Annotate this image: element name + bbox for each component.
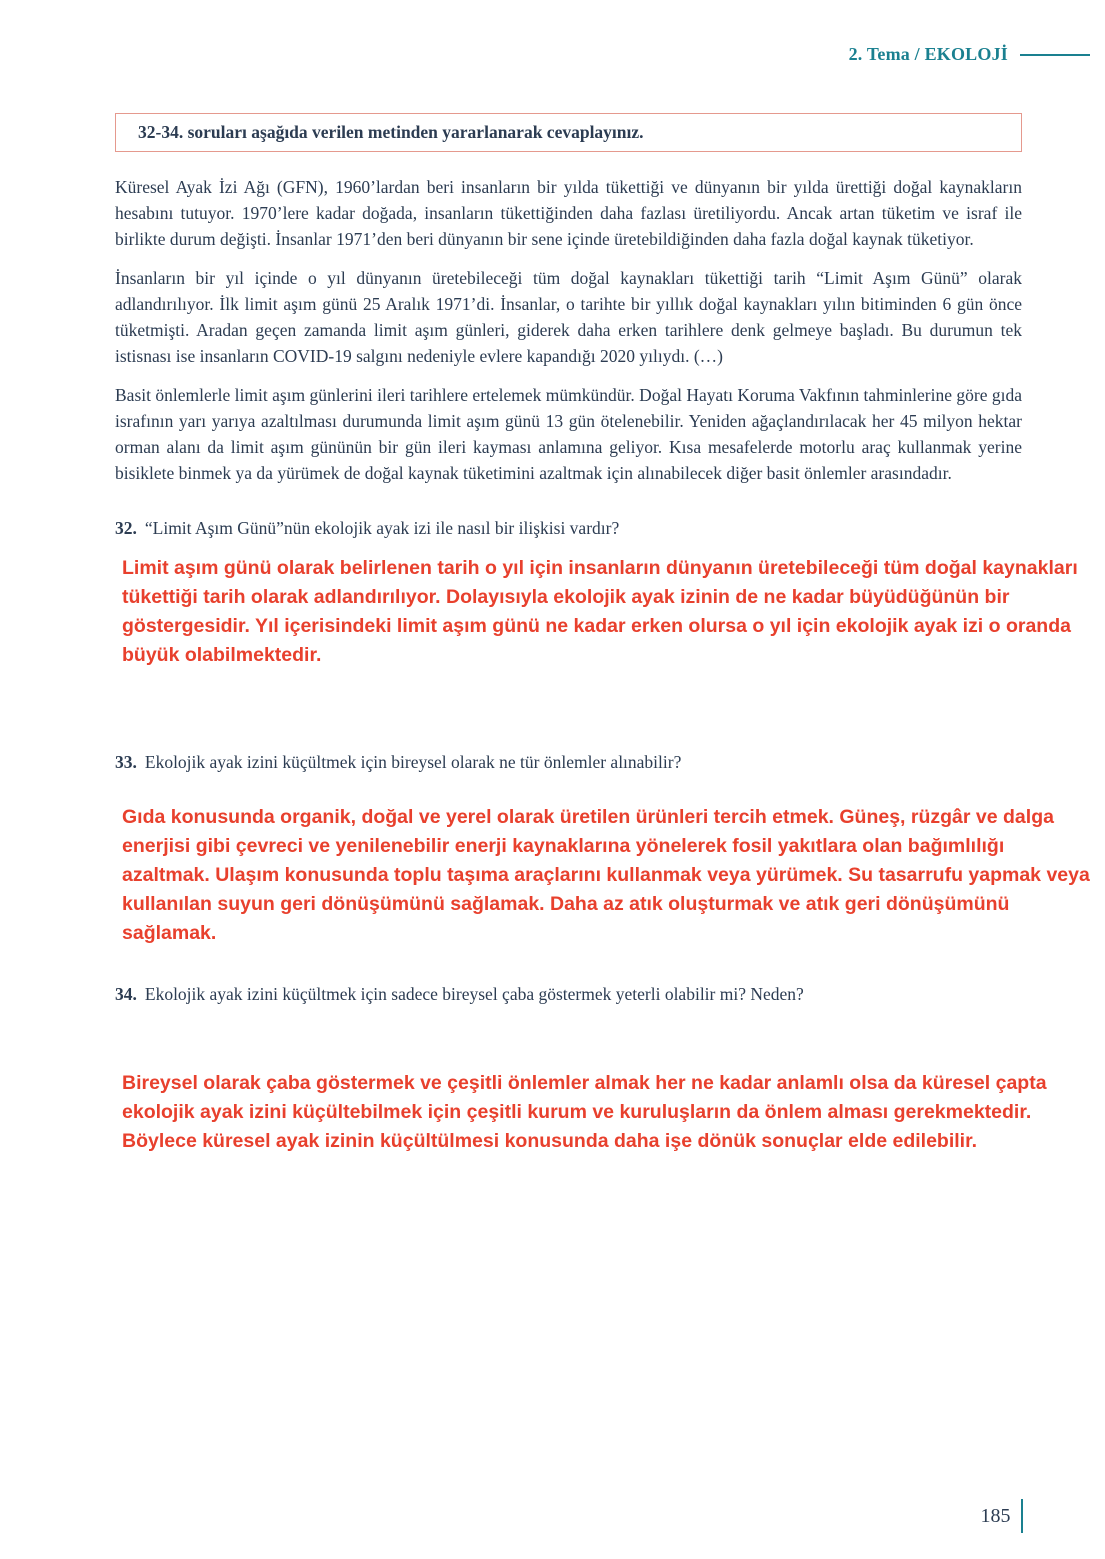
- question-32-number: 32.: [115, 518, 137, 538]
- passage-paragraph-3: Basit önlemlerle limit aşım günlerini ileri tarihlere ertelemek mümkündür. Doğal Hayatı Koruma Vakfının tahminlerine göre gıda israfının yarı yarıya azaltılması durumunda limit aşım günü 13 gün ötelenebilir. Yeniden ağaçlandırılacak her 45 milyon hektar orman alanı da limit aşım gününün bir gün ileri kayması anlamına geliyor. Kısa mesafelerde motorlu araç kullanmak yerine bisiklete binmek ya da yürümek de doğal kaynak tüketimini azaltmak için alınabilecek diğer basit önlemler arasındadır.: [115, 385, 1022, 483]
- passage-paragraph-2: İnsanların bir yıl içinde o yıl dünyanın üretebileceği tüm doğal kaynakları tükettiği tarih “Limit Aşım Günü” olarak adlandırılıyor. İlk limit aşım günü 25 Aralık 1971’di. İnsanlar, o tarihte bir yıllık doğal kaynakları yılın bitiminden 6 gün önce tüketmişti. Aradan geçen zamanda limit aşım günleri, giderek daha erken tarihlere denk gelmeye başladı. Bu durumun tek istisnası ise insanların COVID-19 salgını nedeniyle evlere kapandığı 2020 yılıydı. (…): [115, 268, 1022, 366]
- reading-passage: [115, 174, 1095, 486]
- question-32: [115, 516, 1022, 541]
- instruction-text: 32-34. soruları aşağıda verilen metinden yararlanarak cevaplayınız.: [138, 122, 644, 142]
- answer-34: Bireysel olarak çaba göstermek ve çeşitli önlemler almak her ne kadar anlamlı olsa da küresel çapta ekolojik ayak izini küçültebilmek için çeşitli kurum ve kuruluşların da önlem alması gerekmektedir. Böylece küresel ayak izinin küçültülmesi konusunda daha işe dönük sonuçlar elde edilebilir.: [122, 1072, 1047, 1152]
- question-33-text: Ekolojik ayak izini küçültmek için bireysel olarak ne tür önlemler alınabilir?: [144, 752, 682, 772]
- page-number: 185: [980, 1504, 1011, 1527]
- instruction-box: [115, 113, 1022, 152]
- page-header: [849, 44, 1090, 65]
- question-34: [115, 982, 1022, 1007]
- header-rule: [1020, 54, 1090, 56]
- question-32-text: “Limit Aşım Günü”nün ekolojik ayak izi ile nasıl bir ilişkisi vardır?: [144, 518, 620, 538]
- question-33: [115, 750, 1022, 775]
- question-34-number: 34.: [115, 984, 137, 1004]
- answer-32: Limit aşım günü olarak belirlenen tarih o yıl için insanların dünyanın üretebileceği tüm doğal kaynakları tükettiği tarih olarak adlandırılıyor. Dolayısıyla ekolojik ayak izinin de ne kadar büyüdüğünün bir göstergesidir. Yıl içerisindeki limit aşım günü ne kadar erken olursa o yıl için ekolojik ayak izi o oranda büyük olabilmektedir.: [122, 557, 1078, 666]
- answer-33: Gıda konusunda organik, doğal ve yerel olarak üretilen ürünleri tercih etmek. Güneş, rüzgâr ve dalga enerjisi gibi çevreci ve yenilenebilir enerji kaynaklarına yönelerek fosil yakıtlara olan bağımlılığı azaltmak. Ulaşım konusunda toplu taşıma araçlarını kullanmak veya yürümek. Su tasarrufu yapmak veya kullanılan suyun geri dönüşümünü sağlamak. Daha az atık oluşturmak ve atık geri dönüşümünü sağlamak.: [122, 806, 1090, 944]
- chapter-breadcrumb: 2. Tema / EKOLOJİ: [848, 44, 1008, 64]
- passage-paragraph-1: Küresel Ayak İzi Ağı (GFN), 1960’lardan beri insanların bir yılda tükettiği ve dünyanın bir yılda ürettiği doğal kaynakların hesabını tutuyor. 1970’lere kadar doğada, insanların tükettiğinden daha fazlası üretiliyordu. Ancak artan tüketim ve israf ile birlikte durum değişti. İnsanlar 1971’den beri dünyanın bir sene içinde üretebildiğinden daha fazla doğal kaynak tüketiyor.: [115, 177, 1022, 249]
- question-33-number: 33.: [115, 752, 137, 772]
- question-34-text: Ekolojik ayak izini küçültmek için sadece bireysel çaba göstermek yeterli olabilir mi? Neden?: [144, 984, 804, 1004]
- page-footer: [981, 1499, 1024, 1533]
- footer-rule: [1021, 1499, 1024, 1533]
